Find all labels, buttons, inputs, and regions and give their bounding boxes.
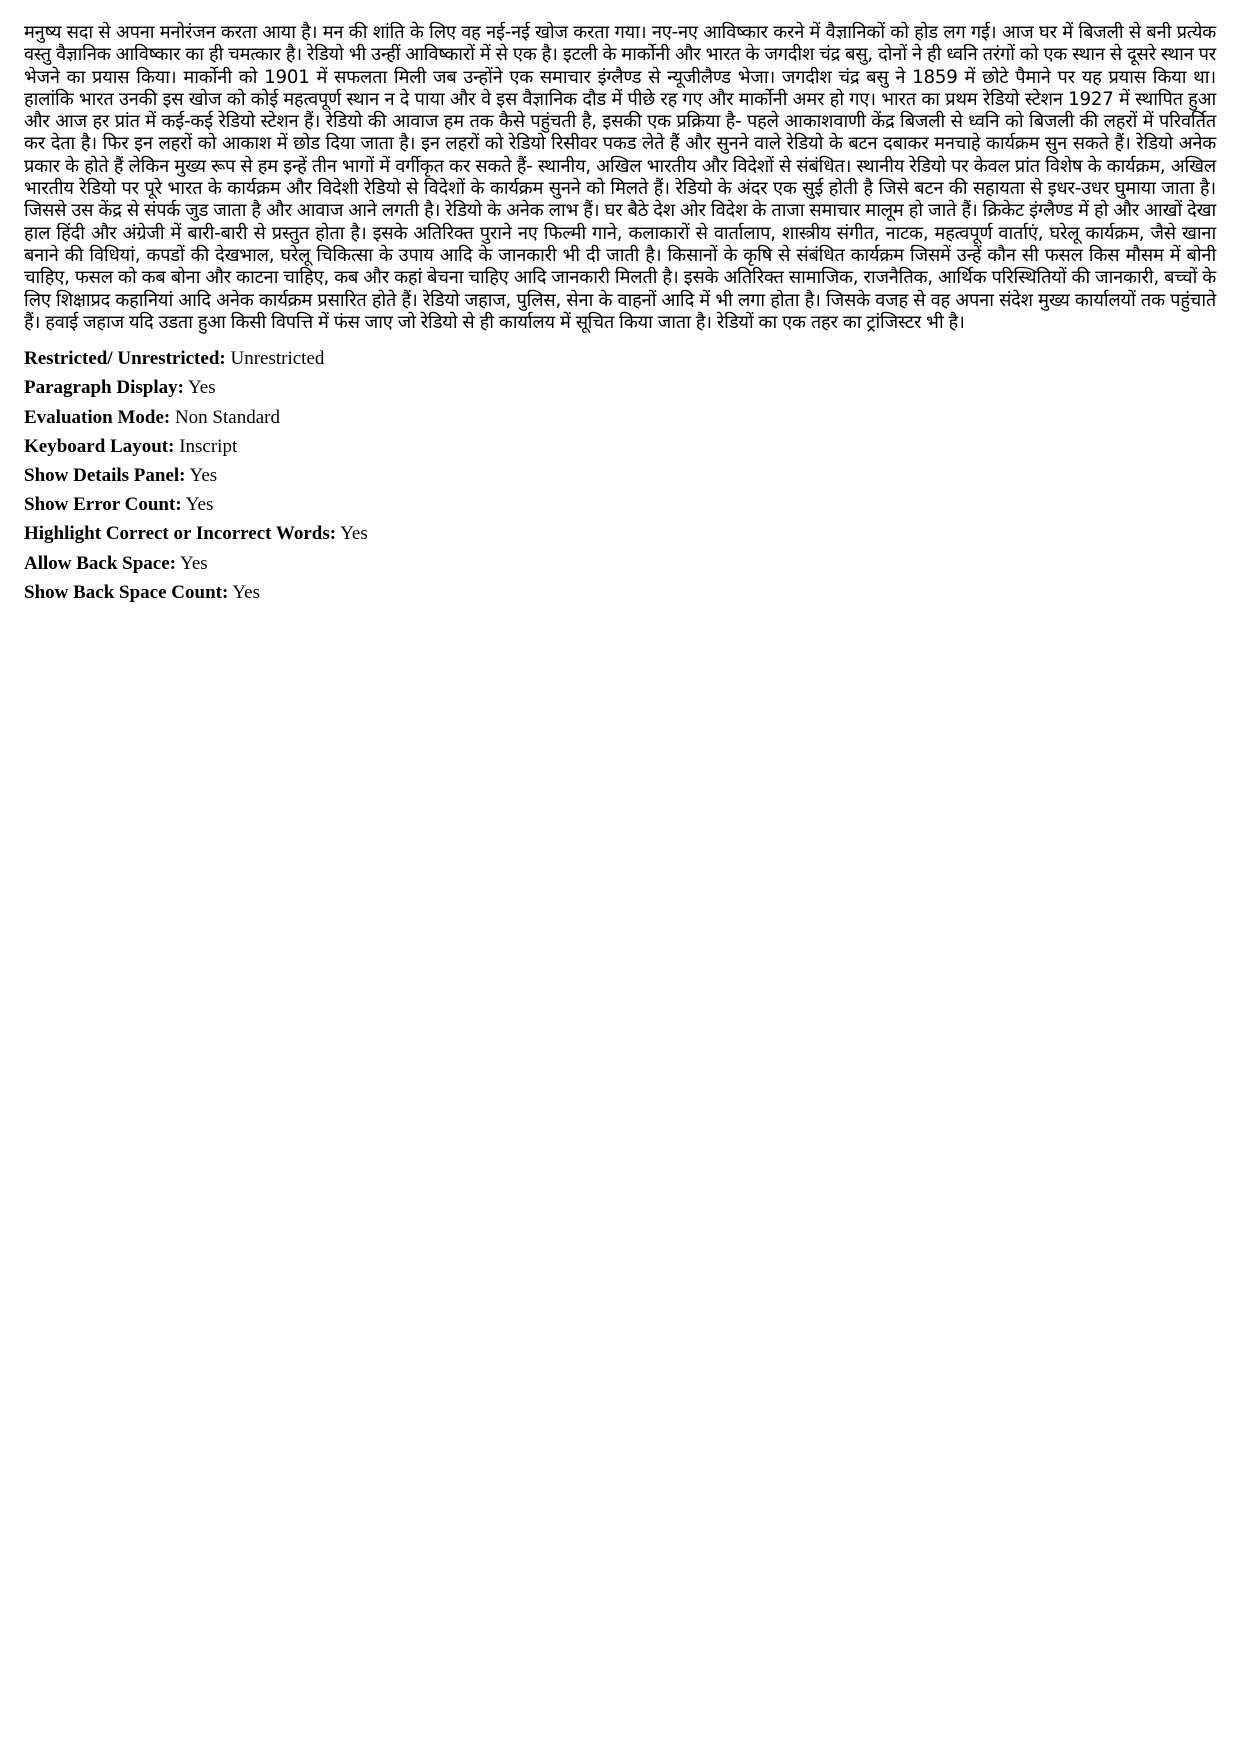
setting-show-details-panel (24, 461, 1216, 490)
setting-label: Show Details Panel: (24, 464, 186, 486)
setting-label: Restricted/ Unrestricted: (24, 348, 226, 370)
setting-value: Yes (232, 581, 260, 603)
setting-evaluation-mode (24, 403, 1216, 432)
setting-show-back-space-count (24, 578, 1216, 607)
setting-label: Allow Back Space: (24, 552, 176, 574)
setting-label: Highlight Correct or Incorrect Words: (24, 523, 337, 545)
setting-show-error-count (24, 490, 1216, 519)
test-settings-list (24, 344, 1216, 607)
document-page (24, 22, 1216, 607)
setting-allow-back-space (24, 549, 1216, 578)
setting-highlight-words (24, 519, 1216, 548)
setting-label: Keyboard Layout: (24, 435, 175, 457)
setting-value: Unrestricted (230, 348, 325, 370)
setting-paragraph-display (24, 373, 1216, 402)
setting-value: Yes (340, 523, 368, 545)
setting-value: Non Standard (174, 406, 280, 428)
setting-value: Yes (180, 552, 208, 574)
setting-label: Show Error Count: (24, 494, 182, 516)
typing-passage: मनुष्य सदा से अपना मनोरंजन करता आया है। मन की शांति के लिए वह नई-नई खोज करता गया। नए-नए आविष्कार करने में वैज्ञानिकों को होड लग गई। आज घर में बिजली से बनी प्रत्येक वस्तु वैज्ञानिक आविष्कार का ही चमत्कार है। रेडियो भी उन्हीं आविष्कारों में से एक है। इटली के मार्कोनी और भारत के जगदीश चंद्र बसु, दोनों ने ही ध्वनि तरंगों को एक स्थान से दूसरे स्थान पर भेजने का प्रयास किया। मार्कोनी को 1901 में सफलता मिली जब उन्होंने एक समाचार इंग्लैण्ड से न्यूजीलैण्ड भेजा। जगदीश चंद्र बसु ने 1859 में छोटे पैमाने पर यह प्रयास किया था। हालांकि भारत उनकी इस खोज को कोई महत्वपूर्ण स्थान न दे पाया और वे इस वैज्ञानिक दौड में पीछे रह गए और मार्कोनी अमर हो गए। भारत का प्रथम रेडियो स्टेशन 1927 में स्थापित हुआ और आज हर प्रांत में कई-कई रेडियो स्टेशन हैं। रेडियो की आवाज हम तक कैसे पहुंचती है, इसकी एक प्रक्रिया है- पहले आकाशवाणी केंद्र बिजली से ध्वनि को बिजली की लहरों में परिवर्तित कर देता है। फिर इन लहरों को आकाश में छोड दिया जाता है। इन लहरों को रेडियो रिसीवर पकड लेते हैं और सुनने वाले रेडियो के बटन दबाकर मनचाहे कार्यक्रम सुन सकते हैं। रेडियो अनेक प्रकार के होते हैं लेकिन मुख्य रूप से हम इन्हें तीन भागों में वर्गीकृत कर सकते हैं- स्थानीय, अखिल भारतीय और विदेशों से संबंधित। स्थानीय रेडियो पर केवल प्रांत विशेष के कार्यक्रम, अखिल भारतीय रेडियो पर पूरे भारत के कार्यक्रम और विदेशी रेडियो से विदेशों के कार्यक्रम सुनने को मिलते हैं। रेडियो के अंदर एक सुई होती है जिसे बटन की सहायता से इधर-उधर घुमाया जाता है। जिससे उस केंद्र से संपर्क जुड जाता है और आवाज आने लगती है। रेडियो के अनेक लाभ हैं। घर बैठे देश ओर विदेश के ताजा समाचार मालूम हो जाते हैं। क्रिकेट इंग्लैण्ड में हो और आखों देखा हाल हिंदी और अंग्रेजी में बारी-बारी से प्रस्तुत होता है। इसके अतिरिक्त पुराने नए फिल्मी गाने, कलाकारों से वार्तालाप, शास्त्रीय संगीत, नाटक, महत्वपूर्ण वार्ताएं, घरेलू कार्यक्रम, जैसे खाना बनाने की विधियां, कपडों की देखभाल, घरेलू चिकित्सा के उपाय आदि के जानकारी भी दी जाती है। किसानों के कृषि से संबंधित कार्यक्रम जिसमें उन्हें कौन सी फसल किस मौसम में बोनी चाहिए, फसल को कब बोना और काटना चाहिए, कब और कहां बेचना चाहिए आदि जानकारी मिलती है। इसके अतिरिक्त सामाजिक, राजनैतिक, आर्थिक परिस्थितियों की जानकारी, बच्चों के लिए शिक्षाप्रद कहानियां आदि अनेक कार्यक्रम प्रसारित होते हैं। रेडियो जहाज, पुलिस, सेना के वाहनों आदि में भी लगा होता है। जिसके वजह से वह अपना संदेश मुख्य कार्यालयों तक पहुंचाते हैं। हवाई जहाज यदि उडता हुआ किसी विपत्ति में फंस जाए जो रेडियो से ही कार्यालय में सूचित किया जाता है। रेडियों का एक तहर का ट्रांजिस्टर भी है। (24, 22, 1216, 333)
setting-keyboard-layout (24, 432, 1216, 461)
setting-label: Show Back Space Count: (24, 581, 229, 603)
setting-restriction (24, 344, 1216, 373)
setting-label: Paragraph Display: (24, 377, 184, 399)
setting-label: Evaluation Mode: (24, 406, 171, 428)
setting-value: Yes (185, 494, 214, 516)
setting-value: Yes (189, 464, 218, 486)
setting-value: Yes (187, 377, 216, 399)
setting-value: Inscript (179, 435, 238, 457)
